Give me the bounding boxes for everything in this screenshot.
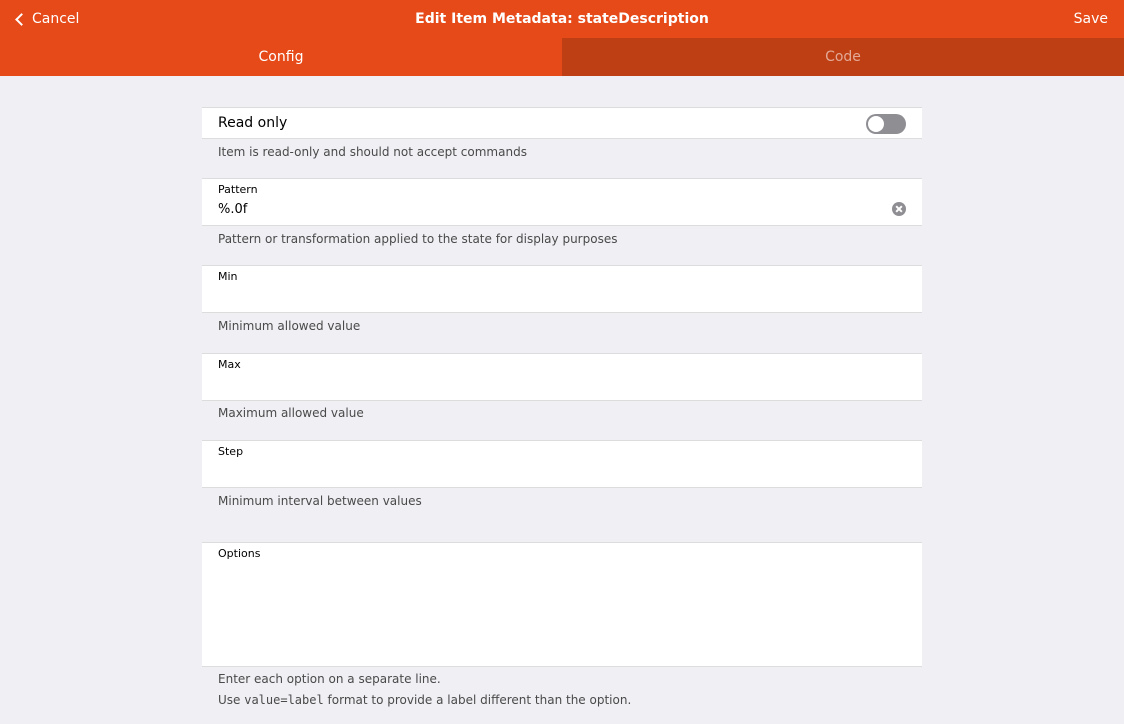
- min-label: Min: [218, 270, 238, 283]
- read-only-toggle[interactable]: [866, 114, 906, 134]
- options-info-suffix: format to provide a label different than the option.: [323, 693, 632, 707]
- chevron-left-icon: [15, 13, 28, 26]
- tab-config[interactable]: Config: [0, 38, 562, 76]
- min-info: Minimum allowed value: [218, 319, 361, 333]
- max-info: Maximum allowed value: [218, 406, 364, 420]
- tab-bar: [0, 38, 1124, 76]
- navbar: [0, 0, 1124, 38]
- min-field[interactable]: [202, 265, 922, 313]
- pattern-label: Pattern: [218, 183, 258, 196]
- step-field[interactable]: [202, 440, 922, 488]
- pattern-input[interactable]: %.0f: [218, 202, 248, 217]
- options-info-code: value=label: [244, 693, 324, 707]
- read-only-row: [202, 107, 922, 139]
- tab-code[interactable]: Code: [562, 38, 1124, 76]
- pattern-info: Pattern or transformation applied to the state for display purposes: [218, 232, 618, 246]
- max-field[interactable]: [202, 353, 922, 401]
- options-info-line2: [218, 693, 631, 707]
- max-label: Max: [218, 358, 241, 371]
- toggle-knob: [868, 116, 884, 132]
- options-label: Options: [218, 547, 261, 560]
- step-label: Step: [218, 445, 244, 458]
- page-title: Edit Item Metadata: stateDescription: [415, 11, 709, 27]
- step-info: Minimum interval between values: [218, 494, 422, 508]
- options-info-prefix: Use: [218, 693, 245, 707]
- save-button[interactable]: Save: [1073, 11, 1108, 27]
- clear-icon[interactable]: [892, 202, 906, 216]
- pattern-field[interactable]: [202, 178, 922, 226]
- cancel-button[interactable]: [14, 0, 79, 38]
- cancel-label: Cancel: [32, 11, 80, 27]
- read-only-label: Read only: [218, 115, 288, 131]
- options-field[interactable]: [202, 542, 922, 667]
- options-info-line1: Enter each option on a separate line.: [218, 672, 441, 686]
- read-only-info: Item is read-only and should not accept commands: [218, 145, 527, 159]
